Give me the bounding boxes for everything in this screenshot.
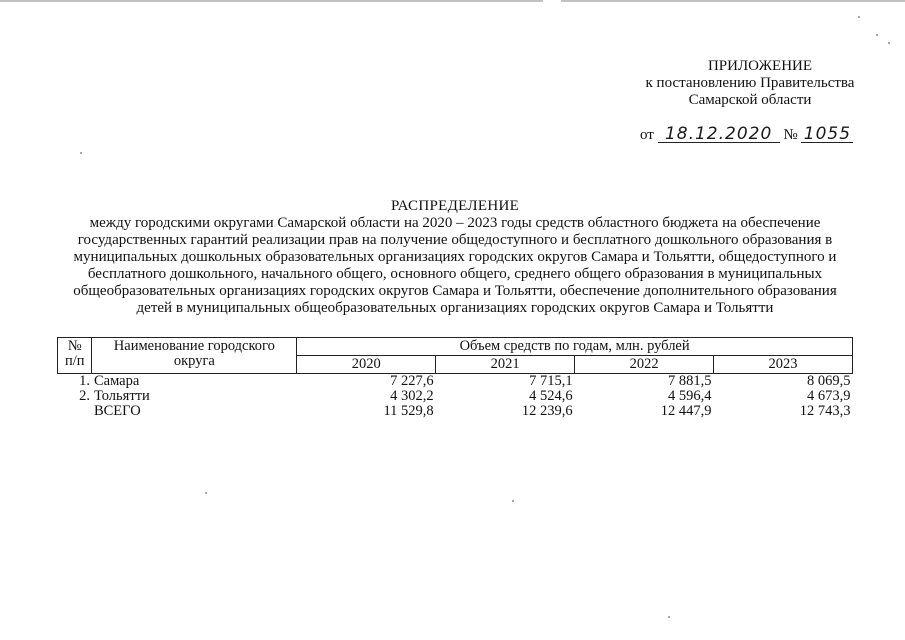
scan-speck — [80, 152, 82, 154]
header-year-2022: 2022 — [575, 356, 714, 374]
scan-speck — [888, 42, 890, 44]
table-row — [58, 374, 853, 390]
header-number: № п/п — [58, 338, 92, 374]
cell-total: 12 239,6 — [521, 403, 573, 419]
distribution-table — [57, 337, 853, 419]
title-line: общеобразовательных организациях городских округов Самара и Тольятти, обеспечение дополнительного образования — [73, 283, 837, 299]
cell-value: 8 069,5 — [807, 373, 851, 389]
document-title — [40, 198, 870, 317]
cell-total: 12 447,9 — [660, 403, 712, 419]
row-total-label: ВСЕГО — [93, 403, 141, 419]
cell-value: 4 302,2 — [390, 388, 434, 404]
scan-speck — [512, 500, 514, 502]
title-heading: РАСПРЕДЕЛЕНИЕ — [390, 198, 520, 214]
header-volume: Объем средств по годам, млн. рублей — [297, 338, 853, 356]
row-district: Тольятти — [93, 388, 150, 404]
row-number: 2. — [79, 388, 90, 404]
row-number — [58, 404, 92, 419]
title-line: между городскими округами Самарской области на 2020 – 2023 годы средств областного бюджета на обеспечение — [89, 215, 821, 231]
handwritten-date: 18.12.2020 — [658, 126, 780, 143]
appendix-title: ПРИЛОЖЕНИЕ — [707, 58, 813, 74]
resolution-date-number — [640, 126, 853, 144]
row-district: Самара — [93, 373, 140, 389]
cell-total: 11 529,8 — [383, 403, 434, 419]
cell-total: 12 743,3 — [799, 403, 851, 419]
row-number: 1. — [79, 373, 90, 389]
appendix-resolution: к постановлению Правительства — [645, 75, 855, 91]
title-line: бесплатного дошкольного, начального общего, основного общего, среднего общего образования в муниципальных — [87, 266, 823, 282]
appendix-region: Самарской области — [688, 92, 812, 108]
scan-speck — [876, 34, 878, 36]
scan-speck — [668, 616, 670, 618]
scan-speck — [205, 492, 207, 494]
header-district-name: Наименование городского округа — [92, 338, 297, 374]
cell-value: 4 524,6 — [529, 388, 573, 404]
cell-value: 4 673,9 — [807, 388, 851, 404]
handwritten-number: 1055 — [801, 126, 853, 143]
cell-value: 7 881,5 — [668, 373, 712, 389]
title-line: государственных гарантий реализации прав на получение общедоступного и бесплатного дошкольного образования в — [77, 232, 833, 248]
number-label: № — [783, 127, 798, 143]
cell-value: 7 715,1 — [529, 373, 573, 389]
table-row-total — [58, 404, 853, 419]
scan-speck — [858, 16, 860, 18]
cell-value: 7 227,6 — [390, 373, 434, 389]
header-year-2020: 2020 — [297, 356, 436, 374]
scan-edge-line — [0, 0, 905, 2]
title-line: детей в муниципальных общеобразовательных организациях городских округов Самара и Тольятти — [136, 300, 774, 316]
header-year-2021: 2021 — [436, 356, 575, 374]
table-row — [58, 389, 853, 404]
appendix-block — [600, 58, 900, 109]
title-line: муниципальных дошкольных образовательных организациях городских округов Самара и Тольятти, общедоступного и — [73, 249, 837, 265]
cell-value: 4 596,4 — [668, 388, 712, 404]
header-year-2023: 2023 — [714, 356, 853, 374]
from-label: от — [640, 127, 654, 143]
